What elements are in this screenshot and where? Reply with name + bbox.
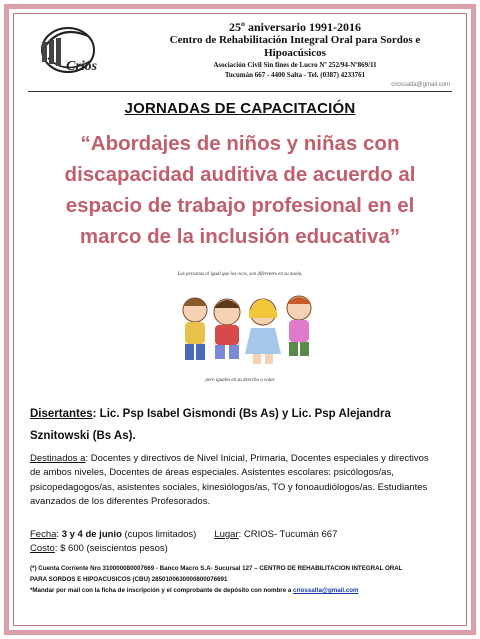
- fecha-value: 3 y 4 de junio: [61, 529, 122, 540]
- header-text: [140, 20, 450, 80]
- anniversary-line: 25º aniversario 1991-2016: [229, 20, 361, 34]
- fecha-lugar-line: Fecha: 3 y 4 de junio (cupos limitados) Lugar: CRIOS- Tucumán 667: [30, 529, 338, 540]
- destinados-line-2: de ambos niveles, Docentes de áreas especiales. Asistentes escolares: psicólogos/as,: [30, 467, 394, 479]
- logo-wordmark: Crios: [66, 59, 98, 74]
- payment-footer: [30, 563, 455, 596]
- mail-line: *Mandar por mail con la ficha de inscripción y el comprobante de depósito con nombre a criossalta@gmail.com: [30, 587, 359, 594]
- child-figure-1: [183, 298, 207, 360]
- crios-logo: [30, 18, 128, 88]
- account-line-2: PARA SORDOS E HIPOACUSICOS (CBU) 2850100630000800076691: [30, 576, 228, 583]
- address-line: Tucumán 667 - 4400 Salta - Tel. (0387) 4233761: [224, 71, 366, 79]
- disertantes-names-1: Lic. Psp Isabel Gismondi (Bs As) y Lic. Psp Alejandra: [99, 408, 391, 420]
- title-line-2: discapacidad auditiva de acuerdo al: [64, 163, 416, 186]
- costo-line: Costo: $ 600 (seiscientos pesos): [30, 543, 168, 554]
- account-line-1: (*) Cuenta Corriente Nro 310000080007669 - Banco Macro S.A- Sucursal 127 – CENTRO DE REHABILITACION INTEGRAL ORAL: [30, 565, 403, 572]
- costo-label: Costo: [30, 543, 55, 554]
- lugar-label: Lugar: [214, 529, 239, 540]
- fecha-label: Fecha: [30, 529, 57, 540]
- child-figure-4: [287, 296, 311, 356]
- center-name-line2: Hipoacúsicos: [264, 47, 326, 59]
- children-illustration: [165, 268, 325, 393]
- jornadas-heading: JORNADAS DE CAPACITACIÓN: [124, 100, 356, 117]
- child-figure-2: [214, 299, 240, 359]
- title-line-3: espacio de trabajo profesional en el: [65, 194, 415, 217]
- disertantes-label: Disertantes: [30, 408, 93, 420]
- title-line-1: “Abordajes de niños y niñas con: [80, 132, 400, 155]
- title-line-4: marco de la inclusión educativa”: [79, 225, 401, 248]
- header-divider: [28, 91, 452, 92]
- destinados-line-4: avanzados de los diferentes Profesorados.: [30, 495, 211, 507]
- destinados-label: Destinados a: [30, 453, 86, 464]
- child-figure-3: [245, 299, 281, 364]
- destinados-line-3: psicopedagogos/as, asistentes sociales, kinesiólogos/as, TO y fonoaudiólogos/as. Estudiantes: [30, 481, 428, 493]
- costo-value: $ 600 (seiscientos pesos): [60, 543, 168, 554]
- header-email: criossalta@gmail.com: [391, 82, 450, 88]
- center-name-line1: Centro de Rehabilitación Integral Oral para Sordos e: [169, 34, 421, 46]
- lugar-value: CRIOS- Tucumán 667: [243, 529, 338, 540]
- fecha-note: (cupos limitados): [124, 529, 197, 540]
- event-title: [30, 128, 450, 252]
- illustration-quote-bottom: pero iguales en su derecho a volar: [205, 378, 275, 383]
- destinados-section: [30, 452, 455, 509]
- disertantes-line-1: Disertantes: Lic. Psp Isabel Gismondi (Bs As) y Lic. Psp Alejandra: [30, 408, 391, 420]
- disertantes-names-2: Sznitowski (Bs As).: [30, 430, 136, 442]
- illustration-quote-top: Las personas al igual que los ocos, son diferentes en su nuolo,: [177, 272, 303, 277]
- association-line: Asociación Civil Sin fines de Lucro Nº 252/94-Nº869/11: [213, 61, 377, 69]
- disertantes-section: [30, 403, 455, 447]
- email-link[interactable]: criossalta@gmail.com: [293, 587, 359, 594]
- destinados-line-1: Destinados a: Docentes y directivos de Nivel Inicial, Primaria, Docentes especiales y directivos: [30, 453, 429, 464]
